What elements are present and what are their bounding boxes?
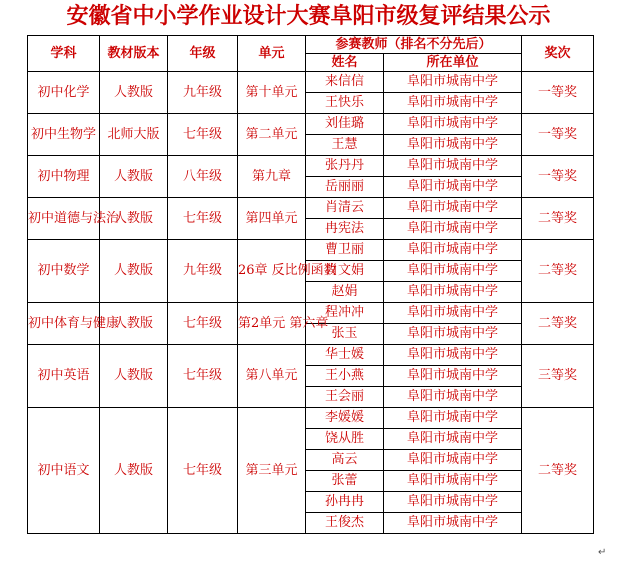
award-cell: 二等奖 [522, 303, 594, 345]
teacher-name-cell: 刘佳璐 [306, 114, 384, 135]
teacher-org-cell: 阜阳市城南中学 [384, 324, 522, 345]
edition-cell: 北师大版 [100, 114, 168, 156]
teacher-name-cell: 高云 [306, 450, 384, 471]
teacher-org-cell: 阜阳市城南中学 [384, 387, 522, 408]
teacher-name-cell: 饶从胜 [306, 429, 384, 450]
subject-cell: 初中体育与健康 [28, 303, 100, 345]
teacher-org-cell: 阜阳市城南中学 [384, 492, 522, 513]
edition-cell: 人教版 [100, 303, 168, 345]
subject-cell: 初中道德与法治 [28, 198, 100, 240]
grade-cell: 八年级 [168, 156, 238, 198]
teacher-org-cell: 阜阳市城南中学 [384, 72, 522, 93]
award-cell: 二等奖 [522, 408, 594, 534]
edition-cell: 人教版 [100, 72, 168, 114]
teacher-org-cell: 阜阳市城南中学 [384, 513, 522, 534]
teacher-name-cell: 王俊杰 [306, 513, 384, 534]
unit-cell: 第九章 [238, 156, 306, 198]
teacher-name-cell: 华士媛 [306, 345, 384, 366]
teacher-org-cell: 阜阳市城南中学 [384, 450, 522, 471]
subject-cell: 初中英语 [28, 345, 100, 408]
teacher-name-cell: 王会丽 [306, 387, 384, 408]
teacher-name-cell: 赵娟 [306, 282, 384, 303]
teacher-org-cell: 阜阳市城南中学 [384, 219, 522, 240]
edition-cell: 人教版 [100, 156, 168, 198]
teacher-org-cell: 阜阳市城南中学 [384, 366, 522, 387]
teacher-name-cell: 王快乐 [306, 93, 384, 114]
teacher-name-cell: 张玉 [306, 324, 384, 345]
grade-cell: 九年级 [168, 240, 238, 303]
header-award: 奖次 [522, 36, 594, 72]
award-cell: 二等奖 [522, 240, 594, 303]
teacher-org-cell: 阜阳市城南中学 [384, 303, 522, 324]
header-edition: 教材版本 [100, 36, 168, 72]
edition-cell: 人教版 [100, 198, 168, 240]
grade-cell: 七年级 [168, 114, 238, 156]
table-row [28, 408, 594, 429]
teacher-org-cell: 阜阳市城南中学 [384, 93, 522, 114]
header-unit: 单元 [238, 36, 306, 72]
teacher-org-cell: 阜阳市城南中学 [384, 471, 522, 492]
teacher-name-cell: 冉宪法 [306, 219, 384, 240]
grade-cell: 七年级 [168, 345, 238, 408]
unit-cell: 26章 反比例函数 [238, 240, 306, 303]
teacher-org-cell: 阜阳市城南中学 [384, 135, 522, 156]
teacher-org-cell: 阜阳市城南中学 [384, 408, 522, 429]
teacher-org-cell: 阜阳市城南中学 [384, 198, 522, 219]
table-row [28, 72, 594, 93]
subject-cell: 初中化学 [28, 72, 100, 114]
page-title: 安徽省中小学作业设计大赛阜阳市级复评结果公示 [66, 4, 551, 29]
header-grade: 年级 [168, 36, 238, 72]
award-cell: 一等奖 [522, 72, 594, 114]
teacher-name-cell: 李媛媛 [306, 408, 384, 429]
header-row-1 [28, 36, 594, 54]
table-row [28, 303, 594, 324]
teacher-name-cell: 张丹丹 [306, 156, 384, 177]
subject-cell: 初中物理 [28, 156, 100, 198]
table-row [28, 198, 594, 219]
subject-cell: 初中数学 [28, 240, 100, 303]
edition-cell: 人教版 [100, 408, 168, 534]
header-org: 所在单位 [384, 54, 522, 72]
teacher-org-cell: 阜阳市城南中学 [384, 261, 522, 282]
header-name: 姓名 [306, 54, 384, 72]
award-cell: 三等奖 [522, 345, 594, 408]
grade-cell: 七年级 [168, 408, 238, 534]
header-subject: 学科 [28, 36, 100, 72]
grade-cell: 七年级 [168, 198, 238, 240]
teacher-org-cell: 阜阳市城南中学 [384, 177, 522, 198]
teacher-name-cell: 孙冉冉 [306, 492, 384, 513]
edition-cell: 人教版 [100, 345, 168, 408]
teacher-name-cell: 王小燕 [306, 366, 384, 387]
paragraph-end-mark: ↵ [598, 547, 607, 558]
teacher-org-cell: 阜阳市城南中学 [384, 156, 522, 177]
teacher-name-cell: 程冲冲 [306, 303, 384, 324]
teacher-org-cell: 阜阳市城南中学 [384, 240, 522, 261]
table-row [28, 345, 594, 366]
unit-cell: 第二单元 [238, 114, 306, 156]
teacher-name-cell: 王慧 [306, 135, 384, 156]
unit-cell: 第2单元 第六章 [238, 303, 306, 345]
teacher-name-cell: 张蕾 [306, 471, 384, 492]
unit-cell: 第八单元 [238, 345, 306, 408]
teacher-name-cell: 岳丽丽 [306, 177, 384, 198]
grade-cell: 七年级 [168, 303, 238, 345]
award-cell: 二等奖 [522, 198, 594, 240]
edition-cell: 人教版 [100, 240, 168, 303]
teacher-name-cell: 肖清云 [306, 198, 384, 219]
subject-cell: 初中生物学 [28, 114, 100, 156]
results-body [28, 72, 594, 534]
teacher-org-cell: 阜阳市城南中学 [384, 282, 522, 303]
unit-cell: 第三单元 [238, 408, 306, 534]
table-row [28, 114, 594, 135]
subject-cell: 初中语文 [28, 408, 100, 534]
teacher-name-cell: 肖文娟 [306, 261, 384, 282]
unit-cell: 第十单元 [238, 72, 306, 114]
teacher-name-cell: 来信信 [306, 72, 384, 93]
unit-cell: 第四单元 [238, 198, 306, 240]
table-row [28, 240, 594, 261]
teacher-org-cell: 阜阳市城南中学 [384, 429, 522, 450]
header-teachers-group: 参赛教师（排名不分先后） [306, 36, 522, 54]
teacher-org-cell: 阜阳市城南中学 [384, 114, 522, 135]
results-table [27, 35, 594, 534]
teacher-org-cell: 阜阳市城南中学 [384, 345, 522, 366]
grade-cell: 九年级 [168, 72, 238, 114]
award-cell: 一等奖 [522, 156, 594, 198]
award-cell: 一等奖 [522, 114, 594, 156]
table-row [28, 156, 594, 177]
teacher-name-cell: 曹卫丽 [306, 240, 384, 261]
